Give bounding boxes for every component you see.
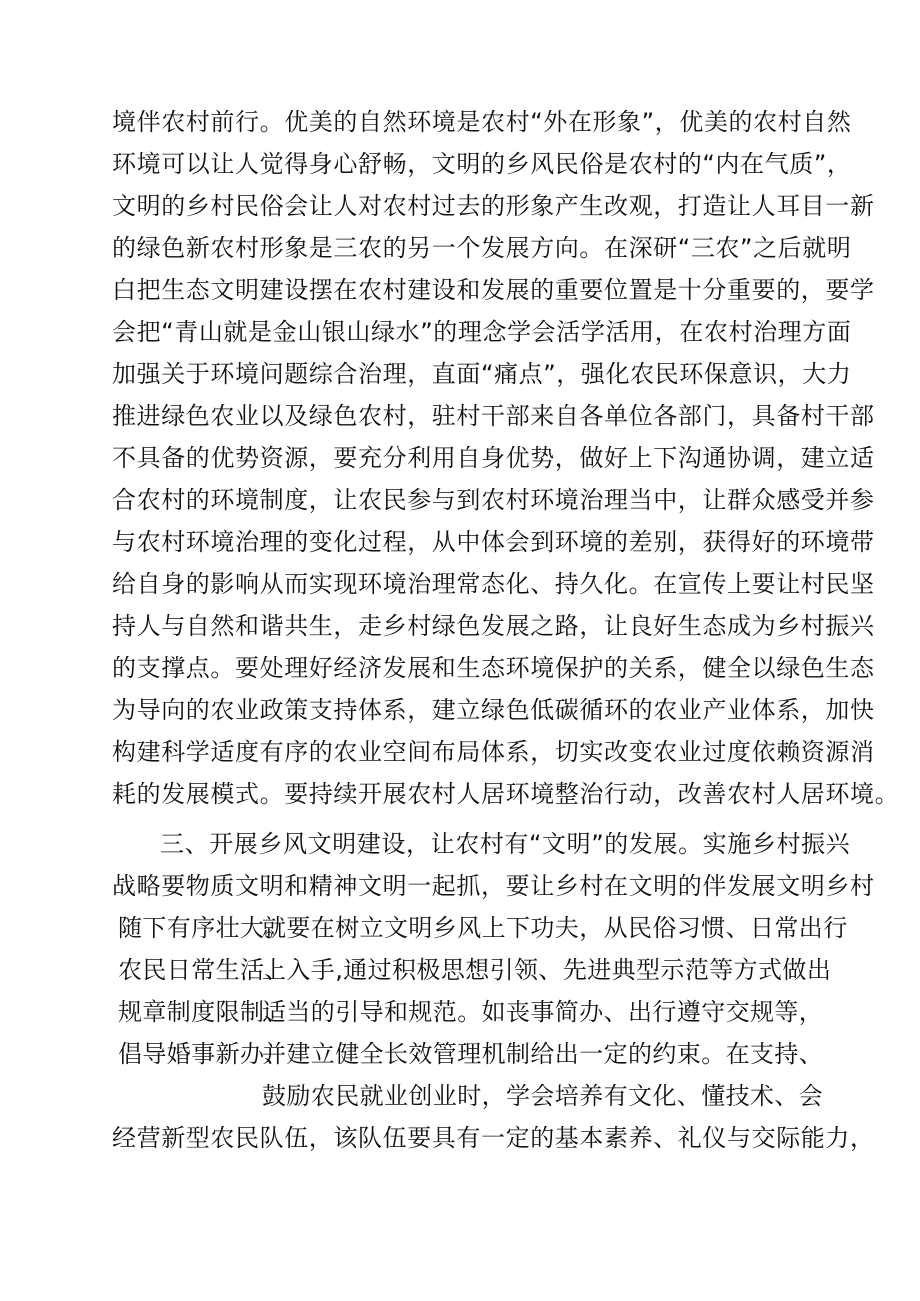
- left-column-fragment: 规章制度限制、: [118, 998, 289, 1026]
- right-column-fragment: 并建立健全长效管理机制给出一定的约束。在支持、: [262, 1040, 824, 1068]
- right-column-fragment: 上入手,通过积极思想引领、先进典型示范等方式做出: [262, 956, 832, 984]
- left-column-fragment: 随下有序壮大。: [118, 914, 289, 942]
- left-column-fragment: 农民日常生活、: [118, 956, 289, 984]
- section-heading-line: 三、开展乡风文明建设，让农村有“文明”的发展。实施乡村振兴: [160, 830, 851, 858]
- paragraph-line: 的绿色新农村形象是三农的另一个发展方向。在深研“三农”之后就明: [112, 234, 852, 262]
- right-column-fragment: 鼓励农民就业创业时，学会培养有文化、懂技术、会: [262, 1082, 824, 1110]
- paragraph-line: 不具备的优势资源，要充分利用自身优势，做好上下沟通协调，建立适: [112, 444, 875, 472]
- paragraph-line: 给自身的影响从而实现环境治理常态化、持久化。在宣传上要让村民坚: [112, 570, 875, 598]
- paragraph-line: 持人与自然和谐共生，走乡村绿色发展之路，让良好生态成为乡村振兴: [112, 612, 875, 640]
- paragraph-line: 为导向的农业政策支持体系，建立绿色低碳循环的农业产业体系，加快: [112, 696, 875, 724]
- paragraph-line: 会把“青山就是金山银山绿水”的理念学会活学活用，在农村治理方面: [112, 318, 852, 346]
- paragraph-line: 与农村环境治理的变化过程，从中体会到环境的差别，获得好的环境带: [112, 528, 875, 556]
- paragraph-line: 耗的发展模式。要持续开展农村人居环境整治行动，改善农村人居环境。: [112, 780, 900, 808]
- paragraph-line: 构建科学适度有序的农业空间布局体系，切实改变农业过度依赖资源消: [112, 738, 875, 766]
- paragraph-line: 加强关于环境问题综合治理，直面“痛点”，强化农民环保意识，大力: [112, 360, 852, 388]
- paragraph-line: 文明的乡村民俗会让人对农村过去的形象产生改观，打造让人耳目一新: [112, 192, 875, 220]
- paragraph-line: 境伴农村前行。优美的自然环境是农村“外在形象”，优美的农村自然: [112, 108, 852, 136]
- paragraph-line: 合农村的环境制度，让农民参与到农村环境治理当中，让群众感受并参: [112, 486, 875, 514]
- paragraph-line: 推进绿色农业以及绿色农村，驻村干部来自各单位各部门，具备村干部: [112, 402, 875, 430]
- paragraph-line: 战略要物质文明和精神文明一起抓，要让乡村在文明的伴发展文明乡村: [112, 872, 875, 900]
- right-column-fragment: 就要在树立文明乡风上下功夫，从民俗习惯、日常出行: [262, 914, 848, 942]
- paragraph-line: 经营新型农民队伍，该队伍要具有一定的基本素养、礼仪与交际能力，: [112, 1124, 875, 1152]
- paragraph-line: 的支撑点。要处理好经济发展和生态环境保护的关系，健全以绿色生态: [112, 654, 875, 682]
- right-column-fragment: 适当的引导和规范。如丧事简办、出行遵守交规等，: [262, 998, 824, 1026]
- left-column-fragment: 倡导婚事新办、: [118, 1040, 289, 1068]
- paragraph-line: 白把生态文明建设摆在农村建设和发展的重要位置是十分重要的，要学: [112, 276, 875, 304]
- paragraph-line: 环境可以让人觉得身心舒畅，文明的乡风民俗是农村的“内在气质”，: [112, 150, 852, 178]
